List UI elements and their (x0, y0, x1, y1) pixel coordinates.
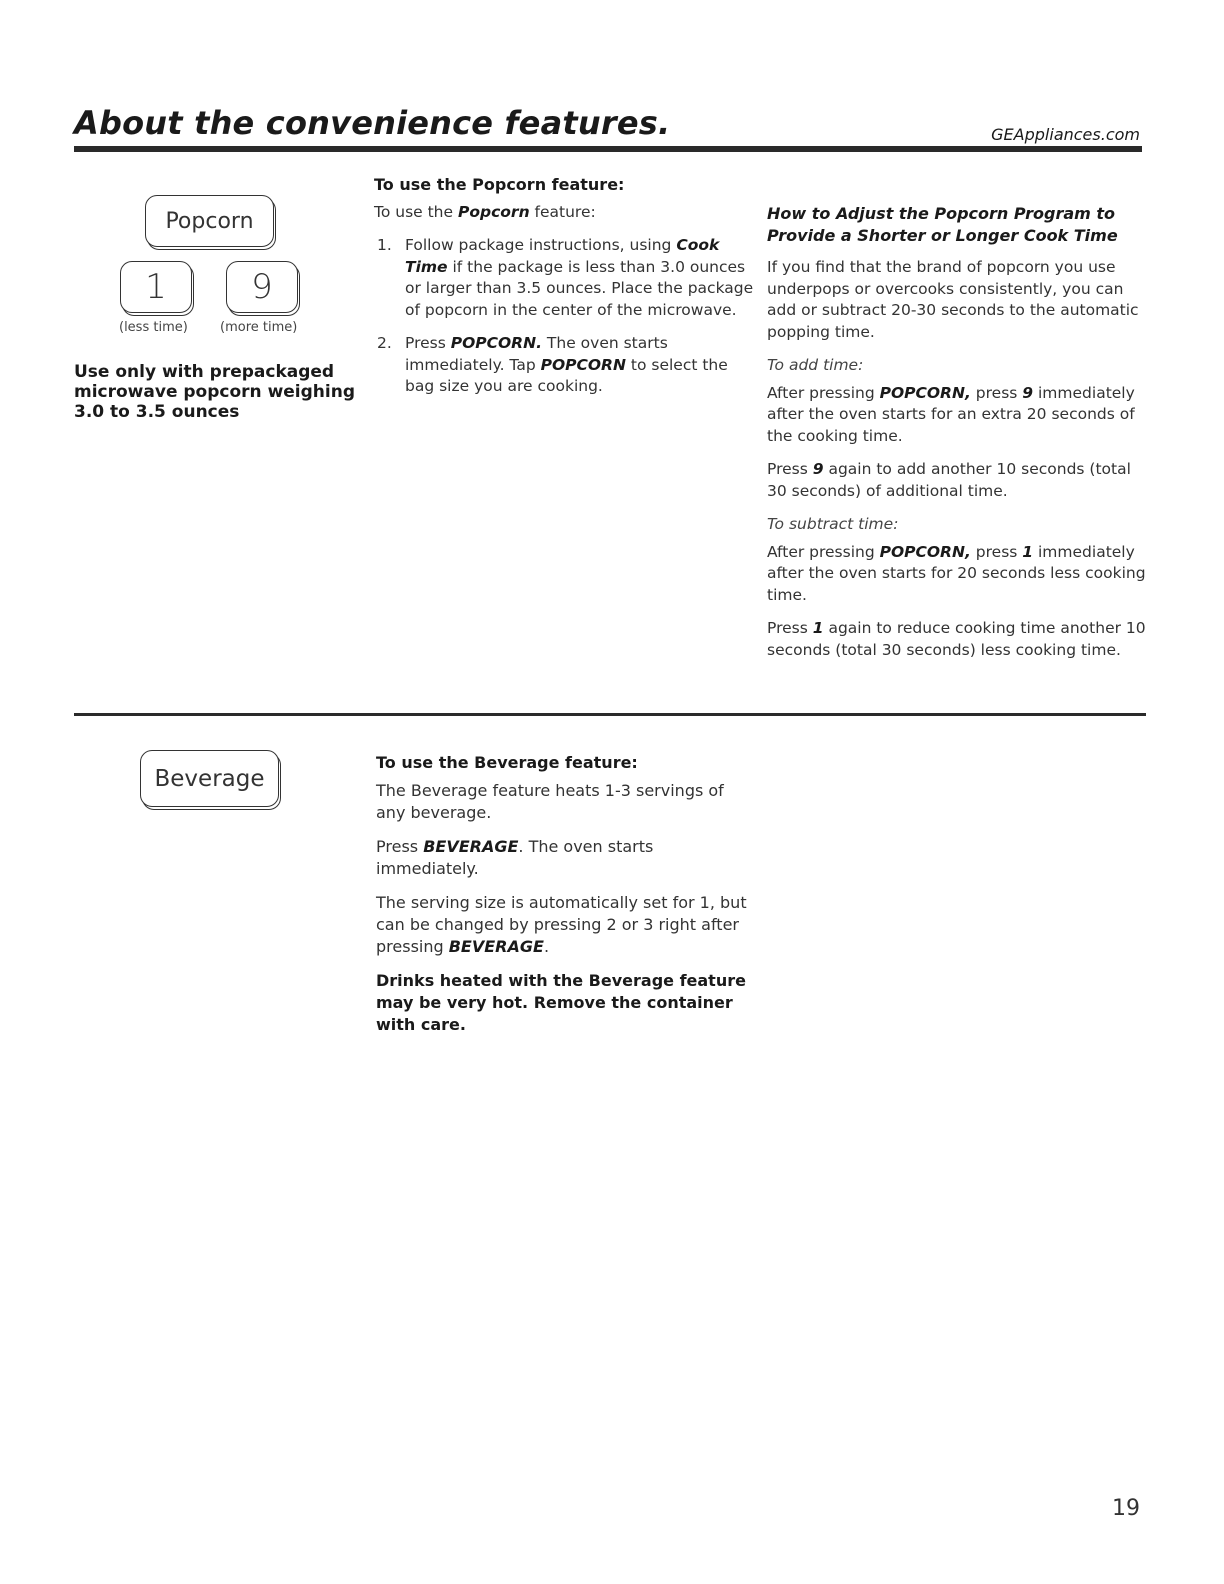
page-title: About the convenience features. (74, 104, 671, 142)
beverage-heading: To use the Beverage feature: (376, 753, 638, 772)
popcorn-heading: To use the Popcorn feature: (374, 175, 625, 194)
popcorn-intro: To use the Popcorn feature: (374, 202, 596, 221)
one-key: 1 (120, 261, 192, 313)
popcorn-instructions (374, 174, 754, 410)
subtract-time-label: To subtract time: (767, 515, 899, 533)
beverage-instructions (376, 752, 756, 1048)
step-item: 2. Press POPCORN. The oven starts immediately. Tap POPCORN to select the bag size you are cooking. (377, 334, 728, 395)
step-number: 2. (377, 334, 392, 352)
step-number: 1. (377, 236, 392, 254)
subtract-time-step-2: Press 1 again to reduce cooking time another 10 seconds (total 30 seconds) less cooking time. (767, 619, 1146, 659)
adjust-heading: How to Adjust the Popcorn Program to Provide a Shorter or Longer Cook Time (767, 204, 1118, 245)
more-time-caption: (more time) (220, 320, 298, 335)
adjust-instructions (767, 203, 1147, 673)
adjust-intro: If you find that the brand of popcorn you use underpops or overcooks consistently, you can add or subtract 20-30 seconds to the automatic popping time. (767, 258, 1139, 341)
add-time-label: To add time: (767, 356, 864, 374)
popcorn-key: Popcorn (145, 195, 274, 247)
less-time-caption: (less time) (119, 320, 188, 335)
nine-key: 9 (226, 261, 298, 313)
popcorn-weight-warning: Use only with prepackaged microwave popcorn weighing 3.0 to 3.5 ounces (74, 362, 355, 422)
add-time-step-1: After pressing POPCORN, press 9 immediately after the oven starts for an extra 20 seconds of the cooking time. (767, 383, 1135, 445)
step-item: 1. Follow package instructions, using Cook Time if the package is less than 3.0 ounces or larger than 3.5 ounces. Place the package of popcorn in the center of the microwave. (377, 236, 754, 319)
popcorn-steps (374, 235, 754, 398)
page-number: 19 (1112, 1496, 1140, 1521)
beverage-hot-warning: Drinks heated with the Beverage feature may be very hot. Remove the container with care. (376, 971, 746, 1034)
beverage-serving-size: The serving size is automatically set for 1, but can be changed by pressing 2 or 3 right after pressing BEVERAGE. (376, 893, 747, 956)
subtract-time-step-1: After pressing POPCORN, press 1 immediately after the oven starts for 20 seconds less cooking time. (767, 542, 1146, 604)
add-time-step-2: Press 9 again to add another 10 seconds (total 30 seconds) of additional time. (767, 460, 1131, 500)
beverage-press: Press BEVERAGE. The oven starts immediately. (376, 837, 654, 878)
beverage-key: Beverage (140, 750, 279, 807)
header-divider (74, 146, 1142, 152)
site-url: GEAppliances.com (991, 125, 1140, 144)
beverage-intro: The Beverage feature heats 1-3 servings of any beverage. (376, 781, 724, 822)
section-divider (74, 713, 1146, 716)
